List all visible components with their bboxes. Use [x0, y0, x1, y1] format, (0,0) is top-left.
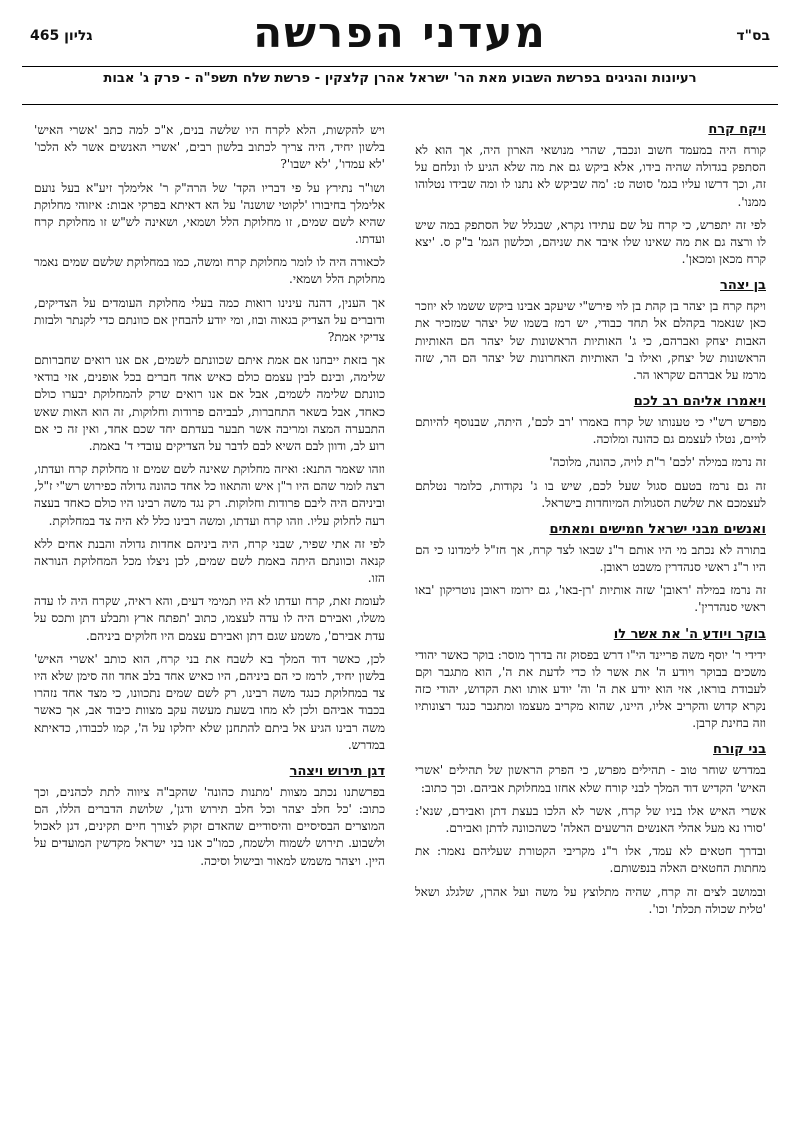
- bsd-mark: בס"ד: [736, 28, 770, 44]
- section-heading: ויקח קרח: [708, 122, 766, 137]
- paragraph: בתורה לא נכתב מי היו אותם ר"נ שבאו לצד קרח, אך חז"ל לימדונו כי הם היו ר"נ ראשי סנהדרין משבט ראובן.: [415, 542, 766, 575]
- paragraph: ידידי ר' יוסף משה פריינד הי"ו דרש בפסוק זה בדרך מוסר: בוקר כאשר יהודי משכים בבוקר ויודע ה' את אשר לו כדי לדעת את ה', הוא מתגבר וקם לעבודת בוראו, אזי הוא יודע את ה' וה' יודע אותו ואת הקדוש, יהודי כזה נקרא קדוש והקריב אליו, היינו, שהוא מקריב מעצמו ומתגבר כנגד רצונותיו וזה בחינת קרבן.: [415, 647, 766, 731]
- paragraph: זה גם נרמז בטעם סגול שעל לכם, שיש בו ג' נקודות, כלומר נטלתם לעצמכם את שלשת הסגולות המיוחדות בישראל.: [415, 478, 766, 510]
- paragraph: אך הענין, דהנה עינינו רואות כמה בעלי מחלוקת העומדים על הצדיקים, ודוברים על הצדיק בגאוה ובוז, ומי יודע להבחין אם כוונתם כדי לקנתר ולבזות צדיקי אמת?: [34, 295, 385, 344]
- divider-bottom: [22, 104, 778, 105]
- paragraph: לעומת זאת, קרח ועדתו לא היו תמימי דעים, והא ראיה, שקרח היה לו עדה משלו, ואבירם היה לו עדה לעצמו, כתוב 'תפתח ארץ ותבלע דתן ותכס על עדת אבירם', משמע שגם דתן ואבירם עצמם היו חלוקים ביניהם.: [34, 594, 385, 643]
- newsletter-subtitle: רעיונות והגיגים בפרשת השבוע מאת הר' ישראל אהרן קלצקין - פרשת שלח תשפ"ה - פרק ג' אבות: [103, 71, 697, 86]
- paragraph: אך בזאת ייבחנו אם אמת איתם שכוונתם לשמים, אם אנו רואים שחברותם שלימה, ובינם לבין עצמם כולם כאיש אחד חברים בכל אופנים, אזי בודאי כוונתם שלימה לשמים, אבל אם אנו רואים שרק להמחלוקת יבערו כולם כאחד, אבל בשאר התחברות, לבביהם פרודות וחלוקות, זה הוא האות שאש התבערה המצה ומריבה אשר תבער בעדתם יחד שכם אחד, ואין זה כי אם רוע לב, ודוון לבם השיא לבם לדבר על הצדיקים עובדי ד' באמת.: [34, 353, 385, 453]
- paragraph: זה נרמז במילה 'ראובן' שזה אותיות 'רן-באו', גם ירומז ראובן נוטריקון 'באו ראשי סנהדרין'.: [415, 583, 766, 615]
- paragraph: ויקח קרח בן יצהר בן קהת בן לוי פירש"י שיעקב אבינו ביקש ששמו לא יוזכר כאן שנאמר בקהלם אל תחד כבודי, יש רמז בשמו של יצהר שמזכיר את האבות יצחק ואברהם, כי ג' האותיות הראשונות של יצהר הם האותיות הראשונות של יצחק, ואילו ב' האותיות האחרונות של יצהר הם הר, שזה מרמז על אברהם שקראו הר.: [415, 299, 766, 382]
- paragraph: בפרשתנו נכתב מצוות 'מתנות כהונה' שהקב"ה ציווה לתת לכהנים, וכך כתוב: 'כל חלב יצהר וכל חלב תירוש ודגן', שלושת הדברים הללו, הם המוצרים הבסיסיים והיסודיים שהאדם זקוק לצורך חיים תקינים, דגן לאכול ולשבוע. תירוש לשמוח ולשמח, כמו"כ אנו בני ישראל מקדשין המועדים על היין. ויצהר משמש למאור ובישול וסיכה.: [34, 784, 385, 868]
- paragraph: ובדרך חטאים לא עמד, אלו ר"נ מקריבי הקטורת שעליהם נאמר: את מחתות החטאים האלה בנפשותם.: [415, 844, 766, 876]
- section-heading: בן יצהר: [720, 278, 766, 294]
- section-heading: ויאמרו אליהם רב לכם: [633, 394, 766, 410]
- newsletter-title: מעדני הפרשה: [253, 8, 547, 57]
- paragraph: מפרש רש"י כי טענותו של קרח באמרו 'רב לכם', היתה, שבנוסף להיותם לויים, נטלו לעצמם גם כהונה ומלוכה.: [415, 415, 766, 447]
- masthead: [22, 8, 778, 112]
- article-section: [415, 394, 766, 512]
- paragraph: ושו"ר נתירץ על פי דבריו הקד' של הרה"ק ר' אלימלך זיע"א בעל נועם אלימלך בחיבורו 'לקוטי שושנה' על הא דאיתא בפרקי אבות: איזוהי מחלוקת שהיא לשם שמים, זו מחלוקת הלל ושמאי, ושאינה לש"ש זו מחלוקת קרח ועדתו.: [34, 180, 385, 247]
- section-heading: דגן תירוש ויצהר: [289, 763, 385, 779]
- section-heading: בוקר ויודע ה' את אשר לו: [613, 626, 766, 642]
- column-right: [415, 122, 766, 1117]
- paragraph: לפי זה יתפרש, כי קרח על שם עתידו נקרא, שבגלל של הסתפק במה שיש לו ורצה גם את מה שאינו שלו איבד את שניהם, וכלשון הגמ' ב"ק ס. 'יצא קרח מכאן ומכאן'.: [415, 217, 766, 267]
- paragraph: במדרש שוחר טוב - תהילים מפרש, כי הפרק הראשון של תהילים 'אשרי האיש' הקדיש דוד המלך לבני קורח שלא אחזו במחלוקת אביהם. וכך כתוב:: [415, 763, 766, 795]
- section-heading: ואנשים מבני ישראל חמישים ומאתים: [549, 521, 766, 537]
- article-section: [415, 122, 766, 268]
- paragraph: אשרי האיש אלו בניו של קרח, אשר לא הלכו בעצת דתן ואבירם, שנא': 'סורו נא מעל אהלי האנשים הרשעים האלה' כשהכוונה לדתן ואבירם.: [415, 803, 766, 835]
- paragraph: וזהו שאמר התנא: ואיזה מחלוקת שאינה לשם שמים זו מחלוקת קרח ועדתו, רצה לומר שהם היו ר"ן איש והתאוו כל אחד כהונה גדולה כפירוש רש"י ז"ל, וביניהם היה ליבם פרודות וחלוקות. רק נגד משה רבינו היו כולם כאחד בעצה רעה לחלוק עליו. וזהו קרח ועדתו, ומשה רבינו כלל לא היה צד במחלוקת.: [34, 462, 385, 528]
- paragraph: לכן, כאשר דוד המלך בא לשבח את בני קרח, הוא כותב 'אשרי האיש' בלשון יחיד, לרמז כי הם ביניהם, היו כאיש אחד בלב אחד וזה סימן שלא היו צד במחלוקת כנגד משה רבינו, רק לשם שמים נתכוונו, כי מצד אחד נזהרו בכבוד אביהם ולכן לא מחו בשעת מעשה עקב מצוות כיבוד אב, אך כאשר משה רבינו הגיע אל ביתם להתחנן שלא יחלקו על ה', קמו לכבודו, כדאיתא במדרש.: [34, 651, 385, 752]
- paragraph: זה נרמז במילה 'לכם' ר"ת לויה, כהונה, מלוכה': [549, 455, 766, 470]
- paragraph: קורח היה במעמד חשוב ונכבד, שהרי מנושאי הארון היה, אך הוא לא הסתפק בגדולה שהיה בידו, אלא ביקש גם את מה שלא הגיע לו ונלחם על זה, וכך דרשו עליו בגמ' סוטה ט: 'מה שביקש לא נתנו לו ומה שבידו נטלוהו ממנו'.: [415, 143, 766, 209]
- divider-top: [22, 66, 778, 67]
- article-section: [415, 278, 766, 384]
- article-section: [415, 627, 766, 733]
- article-section: [34, 764, 385, 870]
- paragraph: לכאורה היה לו לומר מחלוקת קרח ומשה, כמו במחלוקת שלשם שמים נאמר מחלוקת הלל ושמאי.: [34, 255, 385, 287]
- paragraph: לפי זה אתי שפיר, שבני קרח, היה ביניהם אחדות גדולה והבנת אחים ללא קנאה וכוונתם היתה באמת לשם שמים, לכן ניצלו מכל המחלוקת הנוראה הזו.: [34, 536, 385, 586]
- article-section: [415, 742, 766, 917]
- issue-number: גליון 465: [30, 28, 93, 44]
- column-left: [34, 122, 385, 1117]
- article-section: [415, 522, 766, 617]
- article-columns: [34, 122, 766, 1117]
- paragraph: ויש להקשות, הלא לקרח היו שלשה בנים, א"כ למה כתב 'אשרי האיש' בלשון יחיד, היה צריך לכתוב בלשון רבים, 'אשרי האנשים אשר לא הלכו' 'לא עמדו', 'לא ישבו'?: [34, 123, 385, 172]
- article-section: [34, 122, 385, 754]
- paragraph: ובמושב לצים זה קרח, שהיה מתלוצץ על משה ועל אהרן, שלגלג ושאל 'טלית שכולה תכלת' וכו'.: [415, 884, 766, 916]
- section-heading: בני קורח: [713, 742, 766, 758]
